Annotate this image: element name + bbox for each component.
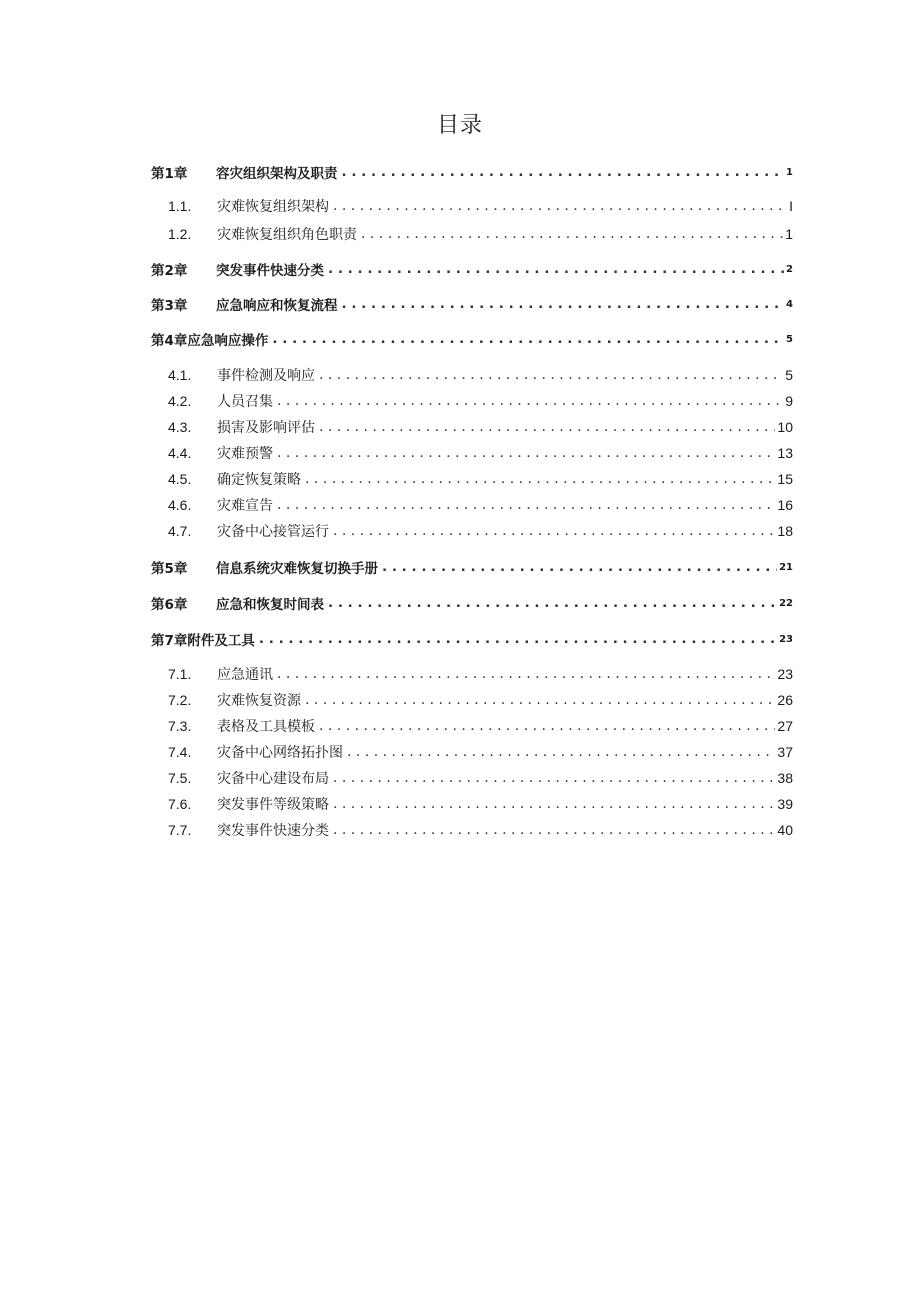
page-title: 目录 (436, 113, 483, 138)
toc-entry-number: 第1章 (151, 166, 188, 182)
toc-dot-leader (333, 796, 775, 812)
toc-page-number: 5 (785, 367, 793, 383)
toc-section-entry[interactable] (151, 520, 793, 542)
toc-entry-title: 应急和恢复时间表 (216, 597, 324, 613)
toc-dot-leader (342, 296, 785, 312)
toc-chapter-entry[interactable] (151, 328, 793, 350)
toc-entry-title: 人员召集 (217, 394, 273, 410)
toc-page-number: 10 (777, 419, 793, 435)
toc-entry-number: 4.5. (168, 471, 192, 487)
toc-page-number: 22 (779, 597, 793, 609)
toc-page-number: 1 (785, 226, 793, 242)
toc-entry-title: 突发事件快速分类 (217, 823, 329, 839)
toc-entry-number: 4.4. (168, 445, 192, 461)
toc-entry-number: 4.6. (168, 497, 192, 513)
toc-entry-title: 灾备中心网络拓扑图 (217, 745, 343, 761)
toc-dot-leader (319, 419, 775, 435)
toc-entry-number: 1.2. (168, 226, 192, 242)
toc-dot-leader (319, 367, 783, 383)
toc-chapter-entry[interactable] (151, 556, 793, 578)
toc-section-entry[interactable] (151, 364, 793, 386)
toc-dot-leader (328, 595, 777, 611)
toc-dot-leader (277, 666, 775, 682)
toc-section-entry[interactable] (151, 442, 793, 464)
toc-section-entry[interactable] (151, 689, 793, 711)
toc-entry-number: 第5章 (151, 561, 188, 577)
toc-page-number: 23 (779, 633, 793, 645)
toc-page-number: 27 (777, 718, 793, 734)
toc-dot-leader (333, 770, 775, 786)
toc-dot-leader (328, 261, 784, 277)
toc-page-number: 26 (777, 692, 793, 708)
toc-dot-leader (333, 822, 775, 838)
toc-section-entry[interactable] (151, 494, 793, 516)
toc-section-entry[interactable] (151, 715, 793, 737)
toc-entry-number: 1.1. (168, 198, 192, 214)
toc-entry-title: 灾难恢复资源 (217, 693, 301, 709)
toc-entry-title: 容灾组织架构及职责 (216, 166, 338, 182)
toc-entry-number: 7.3. (168, 718, 192, 734)
toc-entry-number: 第6章 (151, 597, 188, 613)
toc-chapter-entry[interactable] (151, 258, 793, 280)
toc-section-entry[interactable] (151, 390, 793, 412)
toc-page-number: 16 (777, 497, 793, 513)
toc-entry-title: 应急响应操作 (187, 333, 269, 349)
toc-dot-leader (333, 198, 787, 214)
toc-page-number: 21 (779, 561, 793, 573)
toc-page-number: 37 (777, 744, 793, 760)
toc-entry-number: 7.5. (168, 770, 192, 786)
toc-page-number: 15 (777, 471, 793, 487)
toc-page-number: 4 (786, 298, 793, 310)
toc-entry-title: 突发事件快速分类 (216, 263, 324, 279)
toc-dot-leader (277, 445, 775, 461)
toc-page-number: 2 (786, 263, 793, 275)
toc-dot-leader (342, 164, 785, 180)
toc-entry-title: 事件检测及响应 (217, 368, 315, 384)
toc-entry-title: 应急响应和恢复流程 (216, 298, 338, 314)
toc-section-entry[interactable] (151, 819, 793, 841)
toc-entry-number: 第7章 (151, 633, 188, 649)
toc-entry-number: 7.2. (168, 692, 192, 708)
toc-entry-number: 7.4. (168, 744, 192, 760)
toc-section-entry[interactable] (151, 468, 793, 490)
toc-entry-number: 第4章 (151, 333, 188, 349)
toc-dot-leader (277, 393, 783, 409)
toc-chapter-entry[interactable] (151, 628, 793, 650)
toc-dot-leader (382, 559, 777, 575)
toc-page-number: 23 (777, 666, 793, 682)
toc-entry-number: 7.6. (168, 796, 192, 812)
toc-entry-title: 灾备中心接管运行 (217, 524, 329, 540)
toc-section-entry[interactable] (151, 793, 793, 815)
toc-entry-title: 灾难恢复组织架构 (217, 199, 329, 215)
toc-entry-title: 灾难宣告 (217, 498, 273, 514)
toc-page-number: 1 (786, 166, 793, 178)
toc-entry-title: 信息系统灾难恢复切换手册 (216, 561, 378, 577)
toc-entry-title: 损害及影响评估 (217, 420, 315, 436)
toc-section-entry[interactable] (151, 195, 793, 217)
toc-section-entry[interactable] (151, 416, 793, 438)
toc-dot-leader (347, 744, 775, 760)
toc-dot-leader (305, 471, 775, 487)
toc-dot-leader (272, 331, 784, 347)
toc-page-number: 18 (777, 523, 793, 539)
toc-section-entry[interactable] (151, 223, 793, 245)
toc-dot-leader (277, 497, 775, 513)
toc-page-number: 40 (777, 822, 793, 838)
toc-page-number: 13 (777, 445, 793, 461)
toc-page-number: 9 (785, 393, 793, 409)
toc-dot-leader (305, 692, 775, 708)
toc-entry-title: 确定恢复策略 (217, 472, 301, 488)
toc-entry-number: 4.1. (168, 367, 192, 383)
toc-entry-number: 7.1. (168, 666, 192, 682)
toc-dot-leader (361, 226, 783, 242)
toc-page-number: 39 (777, 796, 793, 812)
toc-chapter-entry[interactable] (151, 592, 793, 614)
toc-section-entry[interactable] (151, 741, 793, 763)
toc-entry-title: 应急通讯 (217, 667, 273, 683)
toc-entry-title: 附件及工具 (187, 633, 255, 649)
toc-dot-leader (259, 631, 777, 647)
toc-section-entry[interactable] (151, 767, 793, 789)
toc-entry-number: 7.7. (168, 822, 192, 838)
toc-page-number: I (789, 198, 793, 214)
toc-entry-title: 灾备中心建设布局 (217, 771, 329, 787)
toc-entry-number: 第2章 (151, 263, 188, 279)
toc-entry-number: 4.7. (168, 523, 192, 539)
toc-entry-number: 第3章 (151, 298, 188, 314)
toc-page-number: 5 (786, 333, 793, 345)
toc-dot-leader (319, 718, 775, 734)
toc-entry-title: 灾难预警 (217, 446, 273, 462)
toc-chapter-entry[interactable] (151, 293, 793, 315)
toc-chapter-entry[interactable] (151, 161, 793, 183)
toc-page-number: 38 (777, 770, 793, 786)
toc-entry-number: 4.3. (168, 419, 192, 435)
toc-entry-number: 4.2. (168, 393, 192, 409)
toc-entry-title: 突发事件等级策略 (217, 797, 329, 813)
toc-entry-title: 表格及工具模板 (217, 719, 315, 735)
toc-entry-title: 灾难恢复组织角色职责 (217, 227, 357, 243)
toc-dot-leader (333, 523, 775, 539)
toc-section-entry[interactable] (151, 663, 793, 685)
